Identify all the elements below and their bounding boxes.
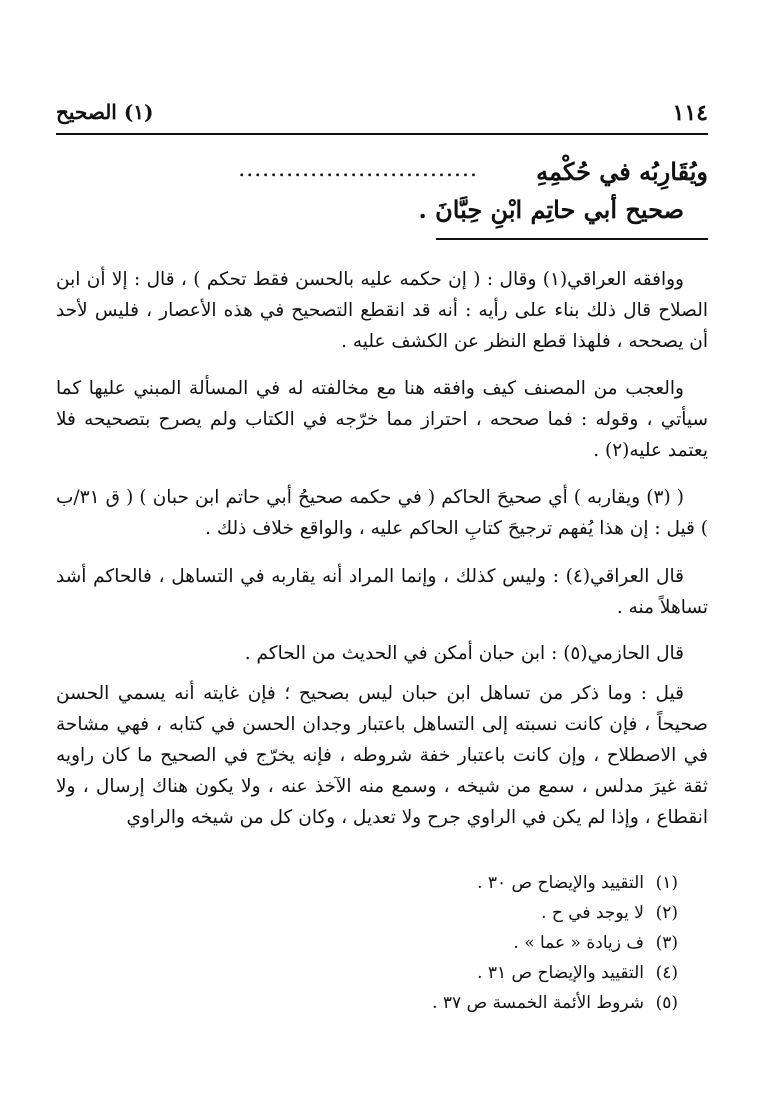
- verse-line-2: صحيح أبي حاتِم ابْنِ حِبَّانَ .: [418, 195, 684, 224]
- paragraph: [56, 482, 708, 544]
- footnote-text: لا يوجد في ح .: [541, 903, 644, 923]
- footnote-text: التقييد والإيضاح ص ٣١ .: [477, 963, 644, 983]
- paragraph-text: قيل : وما ذكر من تساهل ابن حبان ليس بصحيح ؛ فإن غايته أنه يسمي الحسن صحيحاً ، فإن كانت نسبته إلى التساهل باعتبار وجدان الحسن في كتابه ، فهي مشاحة في الاصطلاح ، وإن كانت باعتبار خفة شروطه ، فإنه يخرّج في الصحيح ما كان راويه ثقة غيرَ مدلس ، سمع من شيخه ، وسمع منه الآخذ عنه ، ولا يكون هناك إرسال ، ولا انقطاع ، وإذا لم يكن في الراوي جرح ولا تعديل ، وكان كل من شيخه والراوي: [56, 683, 708, 828]
- paragraph: [56, 678, 708, 833]
- verse-line-1: [56, 157, 708, 193]
- paragraph-text: ( (٣) ويقاربه ) أي صحيحَ الحاكم ( في حكمه صحيحُ أبي حاتم ابن حبان ) ( ق ٣١/ب ) قيل : إن هذا يُفهم ترجيحَ كتابِ الحاكم عليه ، والواقع خلاف ذلك .: [56, 487, 708, 539]
- footnote-text: ف زيادة « عما » .: [513, 933, 644, 953]
- footnote: [78, 928, 678, 958]
- paragraph: [56, 264, 708, 357]
- footnote-number: (٥): [655, 993, 678, 1013]
- footnote: [78, 898, 678, 928]
- footnotes: [78, 868, 678, 1018]
- footnote-number: (١): [655, 873, 678, 893]
- page-header: [56, 100, 708, 132]
- paragraph: [56, 638, 708, 669]
- footnote: [78, 868, 678, 898]
- footnote: [78, 958, 678, 988]
- footnote-text: شروط الأئمة الخمسة ص ٣٧ .: [432, 993, 644, 1013]
- verse-line-1-text: ويُقَارِبُه في حُكْمِهِ: [536, 157, 708, 186]
- verse-rule: [436, 238, 708, 240]
- verse-dots: ..............................: [238, 157, 478, 182]
- paragraph-text: قال الحازمي(٥) : ابن حبان أمكن في الحديث من الحاكم .: [244, 643, 684, 664]
- paragraph: [56, 561, 708, 623]
- footnote-number: (٢): [655, 903, 678, 923]
- footnote: [78, 988, 678, 1018]
- footnote-number: (٣): [655, 933, 678, 953]
- page-number: ١١٤: [672, 100, 708, 126]
- footnote-text: التقييد والإيضاح ص ٣٠ .: [477, 873, 644, 893]
- header-rule: [56, 133, 708, 135]
- running-title: (١) الصحيح: [56, 100, 154, 124]
- paragraph-text: قال العراقي(٤) : وليس كذلك ، وإنما المراد أنه يقاربه في التساهل ، فالحاكم أشد تساهلاً منه .: [56, 566, 708, 618]
- paragraph-text: والعجب من المصنف كيف وافقه هنا مع مخالفته له في المسألة المبني عليها كما سيأتي ، وقوله : فما صححه ، احتراز مما خرّجه في الكتاب ولم يصرح بتصحيحه فلا يعتمد عليه(٢) .: [56, 378, 708, 461]
- footnote-number: (٤): [655, 963, 678, 983]
- paragraph: [56, 373, 708, 466]
- paragraph-text: ووافقه العراقي(١) وقال : ( إن حكمه عليه بالحسن فقط تحكم ) ، قال : إلا أن ابن الصلاح قال ذلك بناء على رأيه : أنه قد انقطع التصحيح في هذه الأعصار ، فليس لأحد أن يصححه ، فلهذا قطع النظر عن الكشف عليه .: [56, 269, 708, 352]
